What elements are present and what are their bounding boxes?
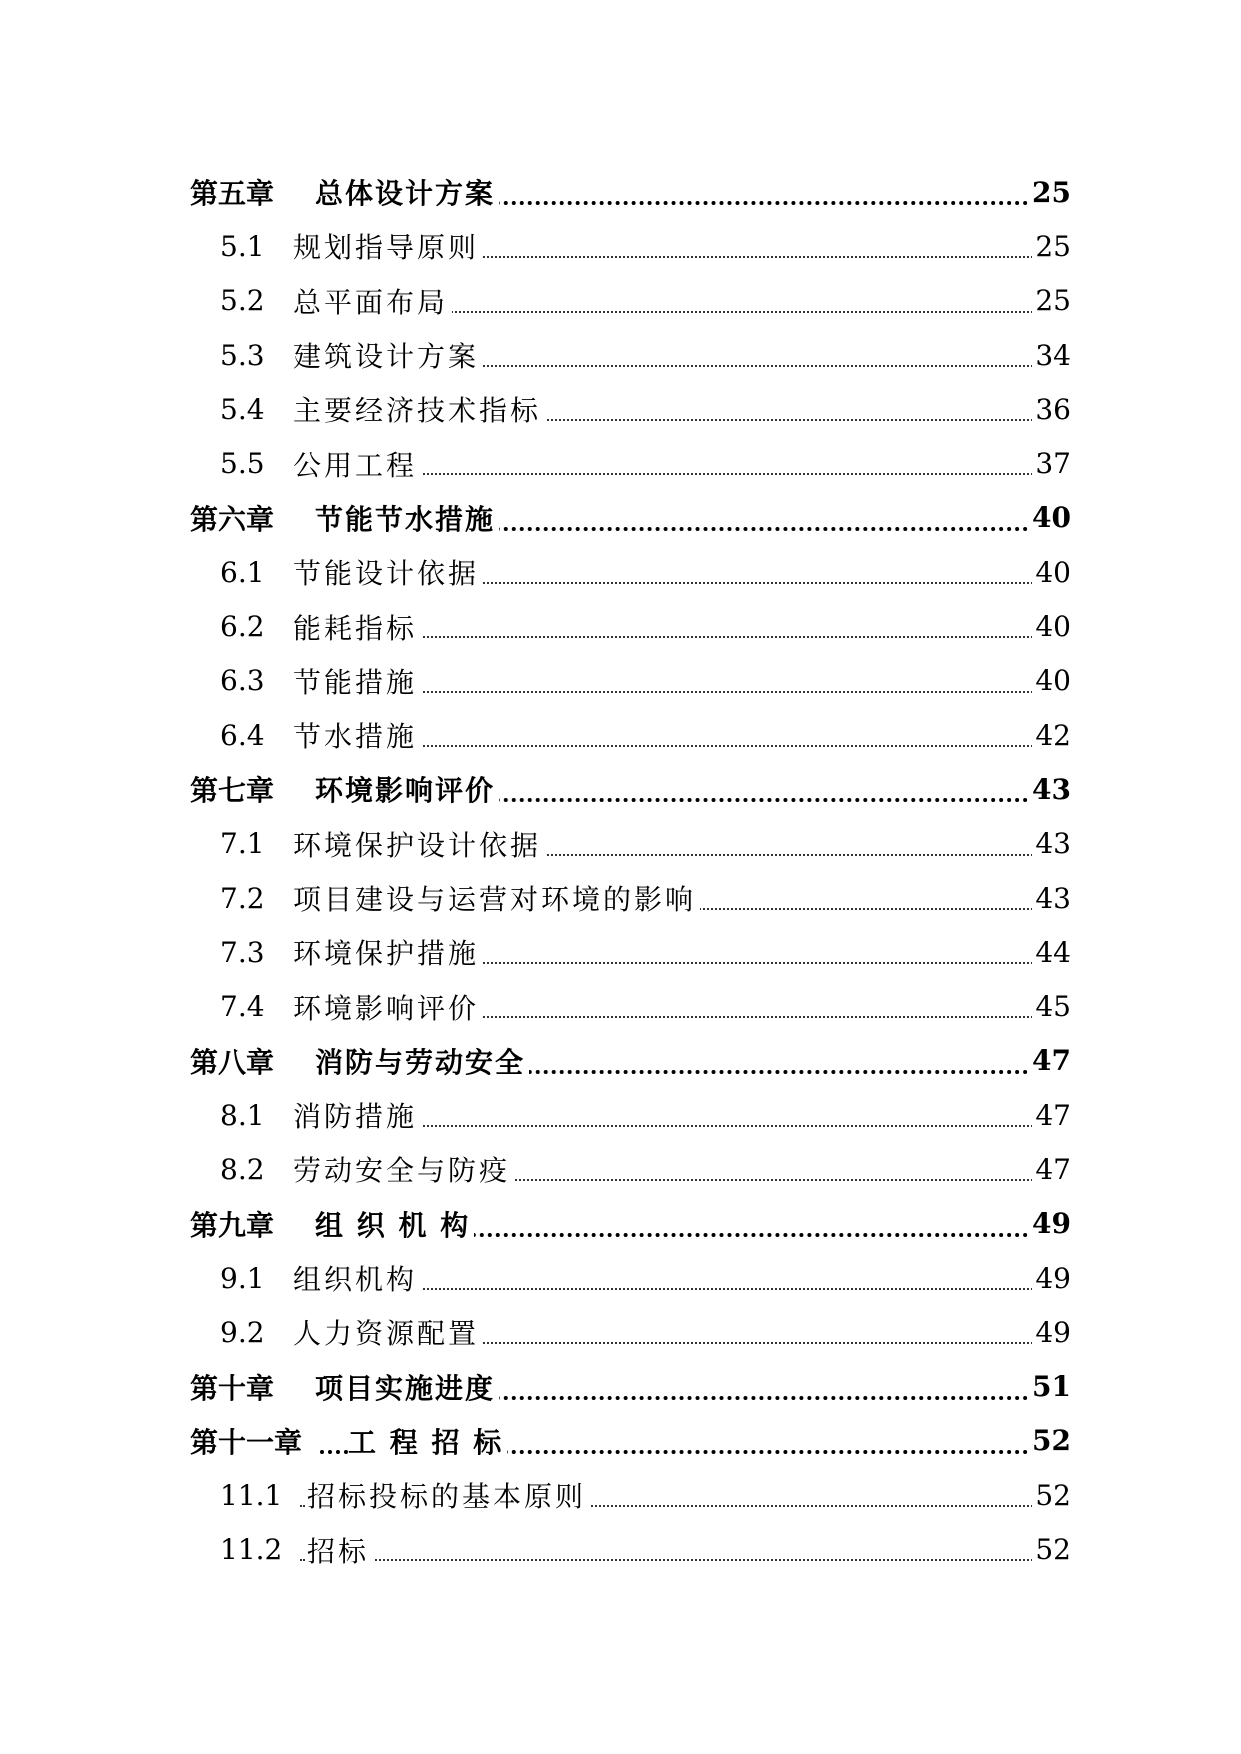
toc-chapter-10[interactable]: [0, 1360, 1241, 1414]
toc-section-5-5[interactable]: [0, 436, 1241, 490]
toc-title: 总体设计方案: [315, 172, 499, 212]
toc-page-number: 52: [1032, 1479, 1071, 1512]
toc-section-8-1[interactable]: [0, 1088, 1241, 1142]
toc-number: 第六章: [190, 502, 275, 536]
toc-number: 8.1: [220, 1098, 265, 1132]
toc-title: 节能设计依据: [293, 552, 483, 592]
toc-page-number: 47: [1032, 1099, 1071, 1132]
toc-title: 建筑设计方案: [293, 335, 483, 375]
toc-number: 第七章: [190, 774, 275, 808]
toc-number: 5.3: [220, 338, 265, 372]
toc-chapter-5[interactable]: [0, 165, 1241, 219]
toc-title: 招标投标的基本原则: [307, 1475, 590, 1515]
toc-section-5-2[interactable]: [0, 274, 1241, 328]
toc-page-number: 40: [1032, 610, 1071, 643]
toc-page-number: 25: [1032, 284, 1071, 317]
toc-chapter-7[interactable]: [0, 762, 1241, 816]
toc-title: 人力资源配置: [293, 1312, 483, 1352]
table-of-contents: [0, 165, 1241, 1577]
toc-number: 6.4: [220, 718, 265, 752]
toc-section-6-3[interactable]: [0, 654, 1241, 708]
toc-page-number: 37: [1032, 447, 1071, 480]
toc-page-number: 36: [1032, 393, 1071, 426]
toc-title: 劳动安全与防疫: [293, 1149, 514, 1189]
toc-number: 5.1: [220, 229, 265, 263]
toc-title: 主要经济技术指标: [293, 389, 545, 429]
toc-page-number: 45: [1032, 990, 1071, 1023]
toc-section-11-2[interactable]: [0, 1522, 1241, 1576]
toc-section-6-1[interactable]: [0, 545, 1241, 599]
toc-section-7-4[interactable]: [0, 979, 1241, 1033]
toc-section-7-3[interactable]: [0, 925, 1241, 979]
toc-page-number: 51: [1029, 1370, 1071, 1403]
toc-number: 9.1: [220, 1261, 265, 1295]
toc-number: 第八章: [190, 1045, 275, 1079]
toc-page-number: 44: [1032, 936, 1071, 969]
toc-title: 组 织 机 构: [315, 1204, 474, 1244]
toc-title: 消防措施: [293, 1095, 421, 1135]
toc-page-number: 49: [1029, 1207, 1071, 1240]
toc-page-number: 47: [1029, 1044, 1071, 1077]
toc-section-9-2[interactable]: [0, 1305, 1241, 1359]
toc-page-number: 43: [1029, 773, 1071, 806]
dot-leader: [300, 1559, 1036, 1561]
toc-title: 总平面布局: [293, 281, 452, 321]
toc-page-number: 43: [1032, 882, 1071, 915]
toc-number: 第五章: [190, 177, 275, 211]
toc-section-8-2[interactable]: [0, 1142, 1241, 1196]
toc-section-7-1[interactable]: [0, 817, 1241, 871]
toc-number: 第十一章: [190, 1425, 303, 1459]
toc-number: 8.2: [220, 1152, 265, 1186]
toc-title: 节能措施: [293, 661, 421, 701]
toc-number: 6.3: [220, 664, 265, 698]
toc-section-5-1[interactable]: [0, 219, 1241, 273]
toc-title: 招标: [307, 1530, 373, 1570]
toc-number: 6.1: [220, 555, 265, 589]
toc-title: 节水措施: [293, 715, 421, 755]
toc-number: 6.2: [220, 610, 265, 644]
toc-page-number: 42: [1032, 719, 1071, 752]
toc-title: 节能节水措施: [315, 498, 499, 538]
toc-number: 11.2: [220, 1533, 283, 1567]
toc-page-number: 25: [1029, 176, 1071, 209]
toc-number: 7.3: [220, 935, 265, 969]
toc-page-number: 52: [1032, 1533, 1071, 1566]
toc-title: 环境影响评价: [293, 987, 483, 1027]
toc-page-number: 40: [1029, 501, 1071, 534]
toc-title: 公用工程: [293, 444, 421, 484]
toc-page-number: 49: [1032, 1262, 1071, 1295]
toc-number: 第十章: [190, 1371, 275, 1405]
toc-title: 规划指导原则: [293, 226, 483, 266]
toc-title: 环境保护设计依据: [293, 824, 545, 864]
toc-number: 5.2: [220, 284, 265, 318]
toc-page-number: 40: [1032, 664, 1071, 697]
toc-title: 项目实施进度: [315, 1367, 499, 1407]
toc-page-number: 40: [1032, 556, 1071, 589]
toc-number: 5.4: [220, 392, 265, 426]
toc-page-number: 49: [1032, 1316, 1071, 1349]
toc-page-number: 34: [1032, 339, 1071, 372]
toc-section-9-1[interactable]: [0, 1251, 1241, 1305]
toc-section-5-4[interactable]: [0, 382, 1241, 436]
toc-section-6-4[interactable]: [0, 708, 1241, 762]
toc-number: 第九章: [190, 1208, 275, 1242]
toc-title: 能耗指标: [293, 607, 421, 647]
toc-title: 环境影响评价: [315, 769, 499, 809]
toc-section-11-1[interactable]: [0, 1468, 1241, 1522]
toc-section-7-2[interactable]: [0, 871, 1241, 925]
toc-number: 7.4: [220, 990, 265, 1024]
toc-title: 组织机构: [293, 1258, 421, 1298]
toc-page-number: 47: [1032, 1153, 1071, 1186]
toc-number: 5.5: [220, 447, 265, 481]
toc-title: 项目建设与运营对环境的影响: [293, 878, 700, 918]
toc-number: 7.1: [220, 827, 265, 861]
toc-number: 7.2: [220, 881, 265, 915]
toc-number: 11.1: [220, 1478, 283, 1512]
toc-chapter-9[interactable]: [0, 1197, 1241, 1251]
toc-section-5-3[interactable]: [0, 328, 1241, 382]
toc-page-number: 43: [1032, 827, 1071, 860]
toc-chapter-6[interactable]: [0, 491, 1241, 545]
toc-title: 消防与劳动安全: [315, 1041, 529, 1081]
toc-title: 环境保护措施: [293, 932, 483, 972]
toc-page-number: 25: [1032, 230, 1071, 263]
toc-number: 9.2: [220, 1315, 265, 1349]
toc-section-6-2[interactable]: [0, 599, 1241, 653]
toc-chapter-8[interactable]: [0, 1034, 1241, 1088]
toc-chapter-11[interactable]: [0, 1414, 1241, 1468]
toc-page-number: 52: [1029, 1424, 1071, 1457]
toc-title: 工 程 招 标: [348, 1421, 507, 1461]
